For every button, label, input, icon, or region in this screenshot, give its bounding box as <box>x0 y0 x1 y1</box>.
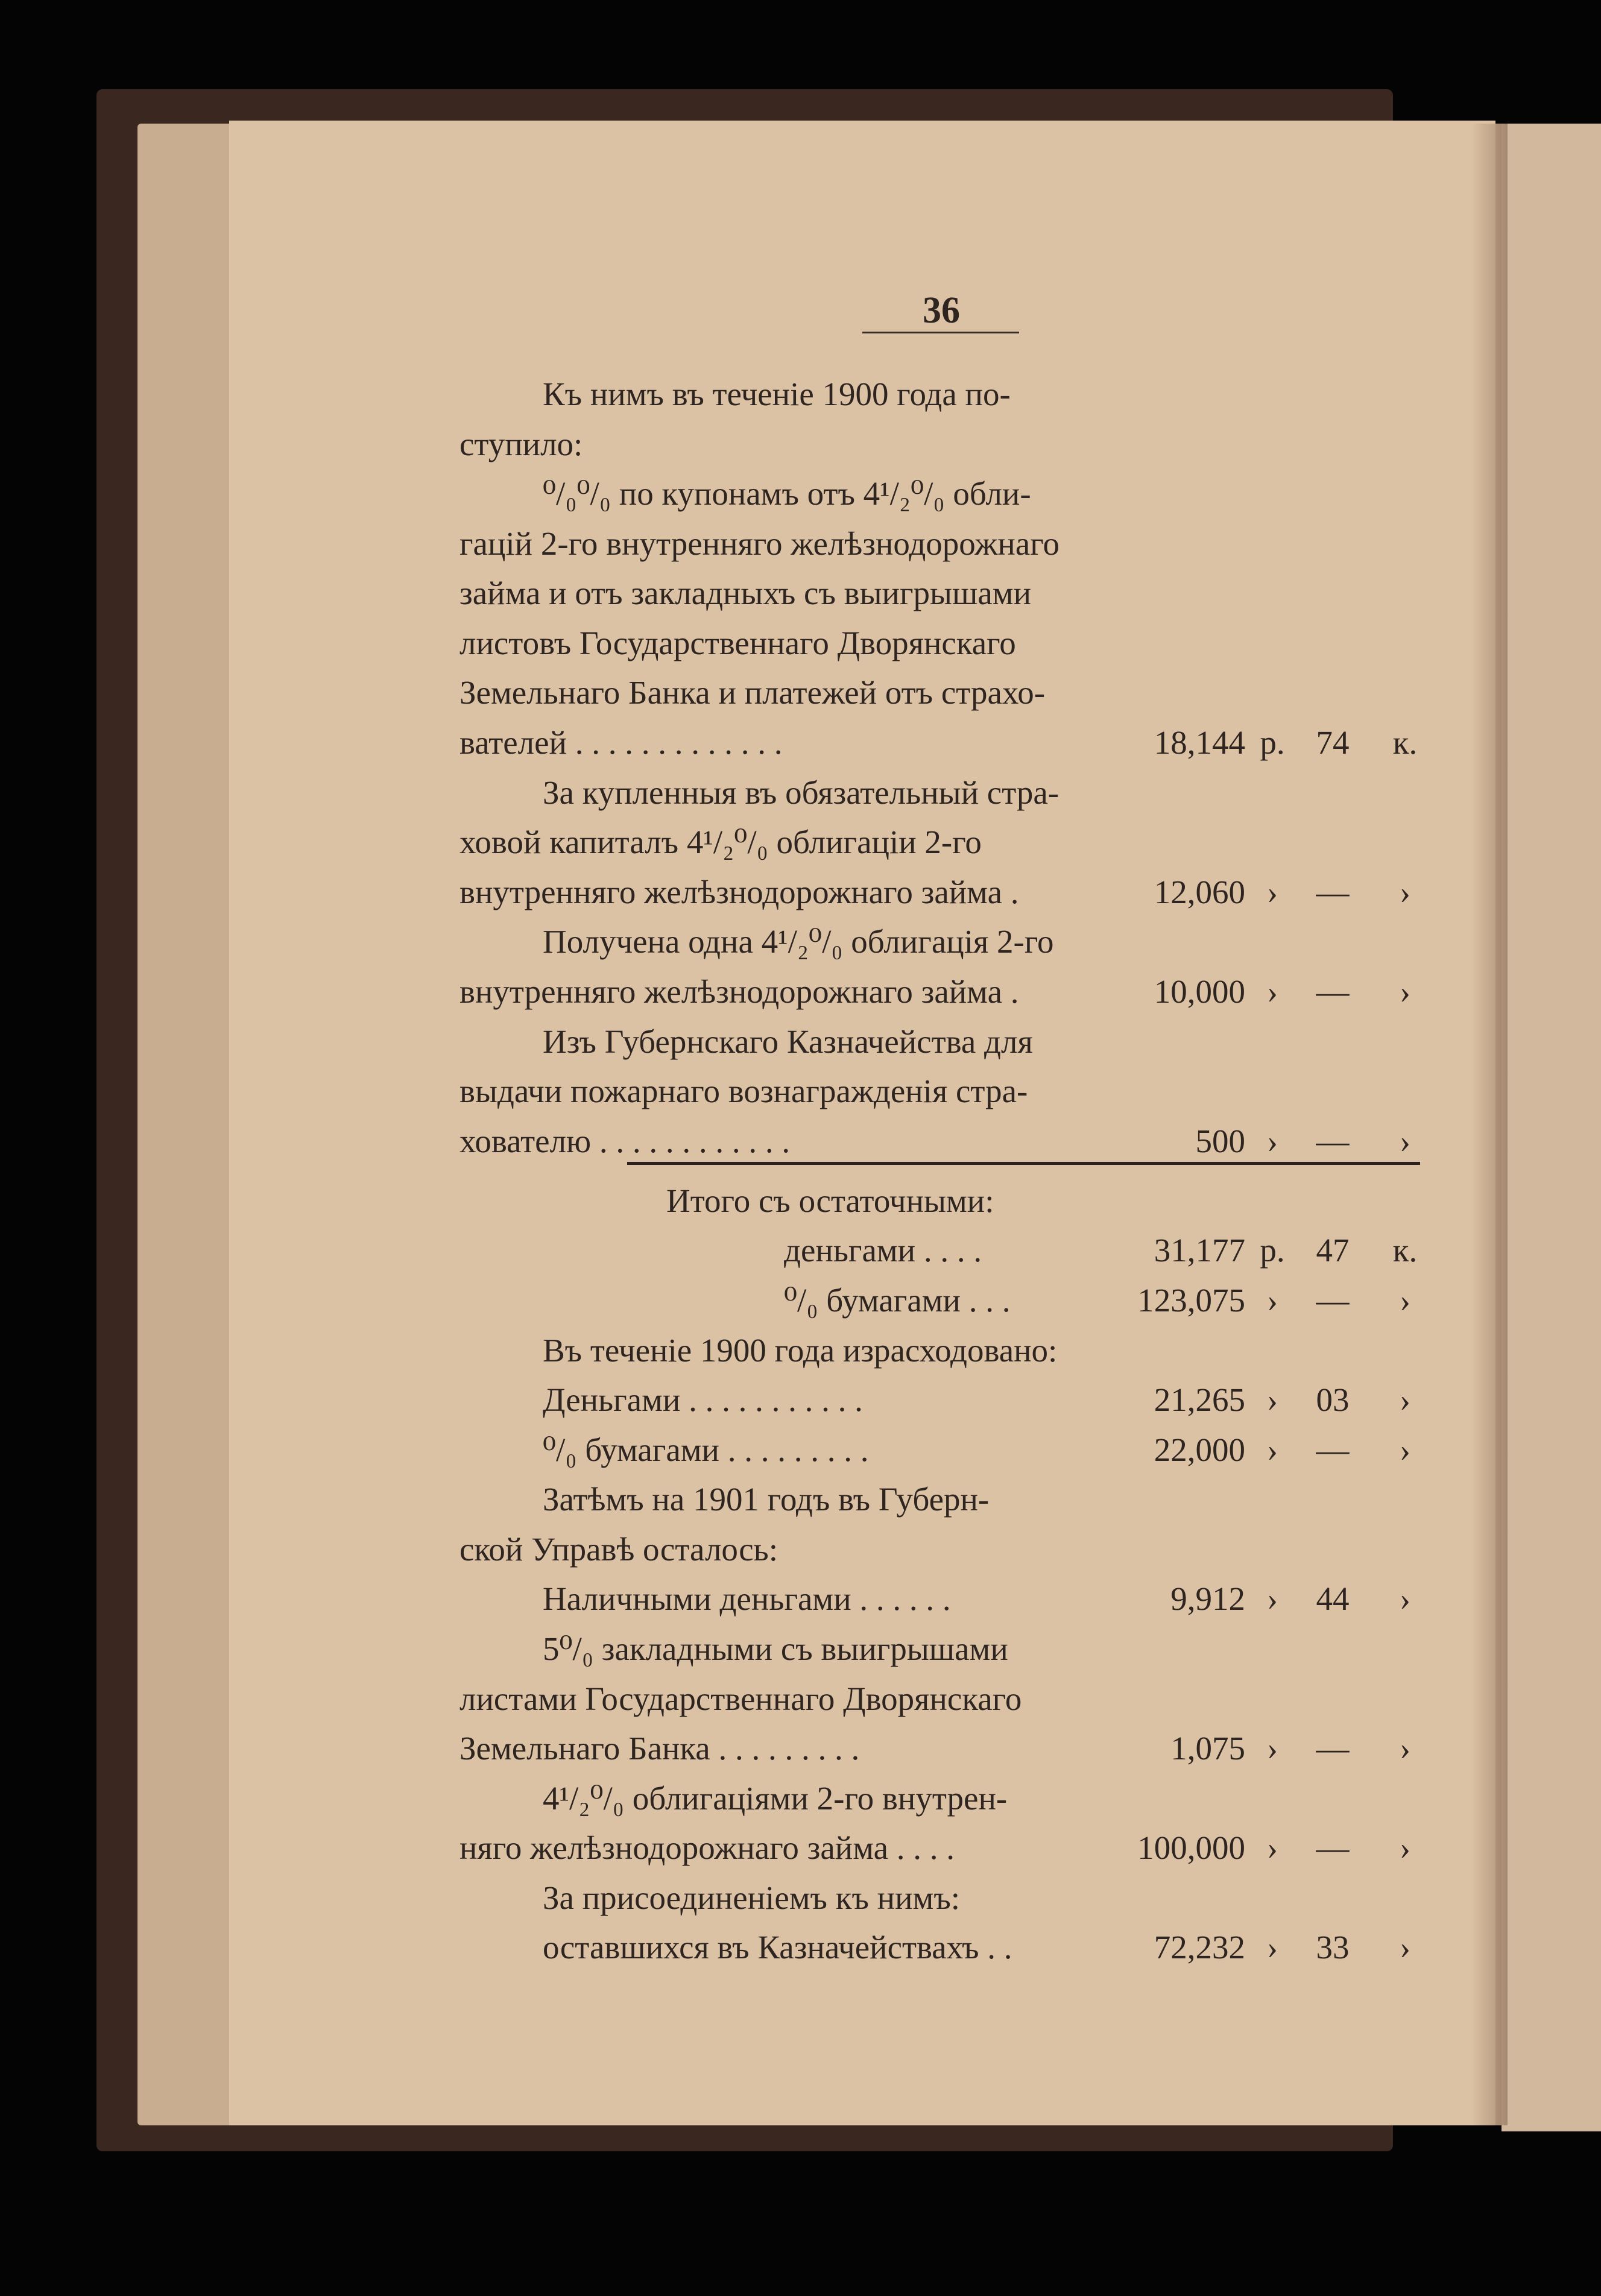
page-number: 36 <box>923 290 960 331</box>
amount-rubles: 9,912 <box>1170 1580 1245 1617</box>
amount-r-mark: › <box>1266 1282 1278 1319</box>
amount-r-mark: р. <box>1260 724 1285 761</box>
text-line: ступило: <box>459 426 583 462</box>
amount-rubles: 31,177 <box>1154 1232 1245 1269</box>
amount-r-mark: › <box>1266 1431 1278 1468</box>
amount-rubles: 123,075 <box>1137 1282 1245 1319</box>
amount-rubles: 100,000 <box>1137 1829 1245 1866</box>
text-line: хователю . . . . . . . . . . . . <box>459 1123 791 1159</box>
amount-kopecks: 33 <box>1316 1929 1350 1966</box>
amount-rubles: 18,144 <box>1154 724 1245 761</box>
amount-r-mark: › <box>1266 874 1278 910</box>
text-line: займа и отъ закладныхъ съ выигрышами <box>459 575 1031 611</box>
amount-k-mark: › <box>1399 973 1411 1010</box>
amount-r-mark: › <box>1266 1730 1278 1767</box>
amount-k-mark: › <box>1399 1929 1411 1966</box>
text-line: Наличными деньгами . . . . . . <box>543 1580 951 1617</box>
amount-kopecks: — <box>1316 1829 1350 1866</box>
text-line: Земельнаго Банка . . . . . . . . . <box>459 1730 860 1767</box>
amount-k-mark: › <box>1399 1123 1411 1159</box>
text-line: листовъ Государственнаго Дворянскаго <box>459 625 1016 661</box>
text-line: няго желѣзнодорожнаго займа . . . . <box>459 1829 955 1866</box>
amount-k-mark: › <box>1399 1381 1411 1418</box>
amount-kopecks: 44 <box>1316 1580 1350 1617</box>
page-number-rule <box>862 332 1019 333</box>
text-line: ⁰/₀ бумагами . . . <box>784 1282 1011 1319</box>
text-line: Получена одна 4¹/₂⁰/₀ облигація 2-го <box>543 923 1054 960</box>
amount-kopecks: — <box>1316 1282 1350 1319</box>
text-line: 4¹/₂⁰/₀ облигаціями 2-го внутрен- <box>543 1780 1008 1817</box>
text-line: Итого съ остаточными: <box>666 1182 994 1219</box>
text-line: вателей . . . . . . . . . . . . . <box>459 724 783 761</box>
text-line: За купленныя въ обязательный стра- <box>543 774 1059 811</box>
text-line: ховой капиталъ 4¹/₂⁰/₀ облигаціи 2-го <box>459 824 982 860</box>
amount-rubles: 72,232 <box>1154 1929 1245 1966</box>
text-line: Къ нимъ въ теченіе 1900 года по- <box>543 376 1011 412</box>
amount-r-mark: › <box>1266 1123 1278 1159</box>
amount-rubles: 22,000 <box>1154 1431 1245 1468</box>
text-line: За присоединеніемъ къ нимъ: <box>543 1879 961 1916</box>
text-line: листами Государственнаго Дворянскаго <box>459 1680 1022 1717</box>
text-line: гацій 2-го внутренняго желѣзнодорожнаго <box>459 525 1059 562</box>
amount-rubles: 12,060 <box>1154 874 1245 910</box>
amount-kopecks: — <box>1316 1123 1350 1159</box>
amount-kopecks: — <box>1316 1431 1350 1468</box>
amount-k-mark: к. <box>1392 1232 1418 1269</box>
text-line: Деньгами . . . . . . . . . . . <box>543 1381 863 1418</box>
amount-rubles: 21,265 <box>1154 1381 1245 1418</box>
text-line: деньгами . . . . <box>784 1232 982 1269</box>
amount-kopecks: 47 <box>1316 1232 1350 1269</box>
amount-r-mark: › <box>1266 1829 1278 1866</box>
amount-k-mark: › <box>1399 1282 1411 1319</box>
text-line: Въ теченіе 1900 года израсходовано: <box>543 1332 1058 1369</box>
amount-k-mark: › <box>1399 1829 1411 1866</box>
text-line: Изъ Губернскаго Казначейства для <box>543 1023 1033 1060</box>
amount-rubles: 500 <box>1195 1123 1245 1159</box>
text-line: 5⁰/₀ закладными съ выигрышами <box>543 1630 1008 1667</box>
sum-rule <box>627 1162 1420 1165</box>
amount-r-mark: › <box>1266 1580 1278 1617</box>
amount-k-mark: к. <box>1392 724 1418 761</box>
amount-rubles: 10,000 <box>1154 973 1245 1010</box>
text-line: Земельнаго Банка и платежей отъ страхо- <box>459 674 1046 711</box>
amount-kopecks: — <box>1316 874 1350 910</box>
amount-rubles: 1,075 <box>1170 1730 1245 1767</box>
amount-kopecks: 74 <box>1316 724 1350 761</box>
text-line: Затѣмъ на 1901 годъ въ Губерн- <box>543 1481 990 1518</box>
amount-r-mark: › <box>1266 973 1278 1010</box>
amount-k-mark: › <box>1399 874 1411 910</box>
amount-r-mark: › <box>1266 1381 1278 1418</box>
text-line: ⁰/₀⁰/₀ по купонамъ отъ 4¹/₂⁰/₀ обли- <box>543 475 1031 512</box>
amount-kopecks: — <box>1316 1730 1350 1767</box>
amount-k-mark: › <box>1399 1431 1411 1468</box>
amount-kopecks: 03 <box>1316 1381 1350 1418</box>
text-line: оставшихся въ Казначействахъ . . <box>543 1929 1012 1966</box>
amount-r-mark: р. <box>1260 1232 1285 1269</box>
text-line: выдачи пожарнаго вознагражденія стра- <box>459 1073 1028 1109</box>
amount-kopecks: — <box>1316 973 1350 1010</box>
text-line: ской Управѣ осталось: <box>459 1531 778 1568</box>
amount-r-mark: › <box>1266 1929 1278 1966</box>
text-line: внутренняго желѣзнодорожнаго займа . <box>459 973 1019 1010</box>
amount-k-mark: › <box>1399 1580 1411 1617</box>
amount-k-mark: › <box>1399 1730 1411 1767</box>
text-line: ⁰/₀ бумагами . . . . . . . . . <box>543 1431 869 1468</box>
text-line: внутренняго желѣзнодорожнаго займа . <box>459 874 1019 910</box>
